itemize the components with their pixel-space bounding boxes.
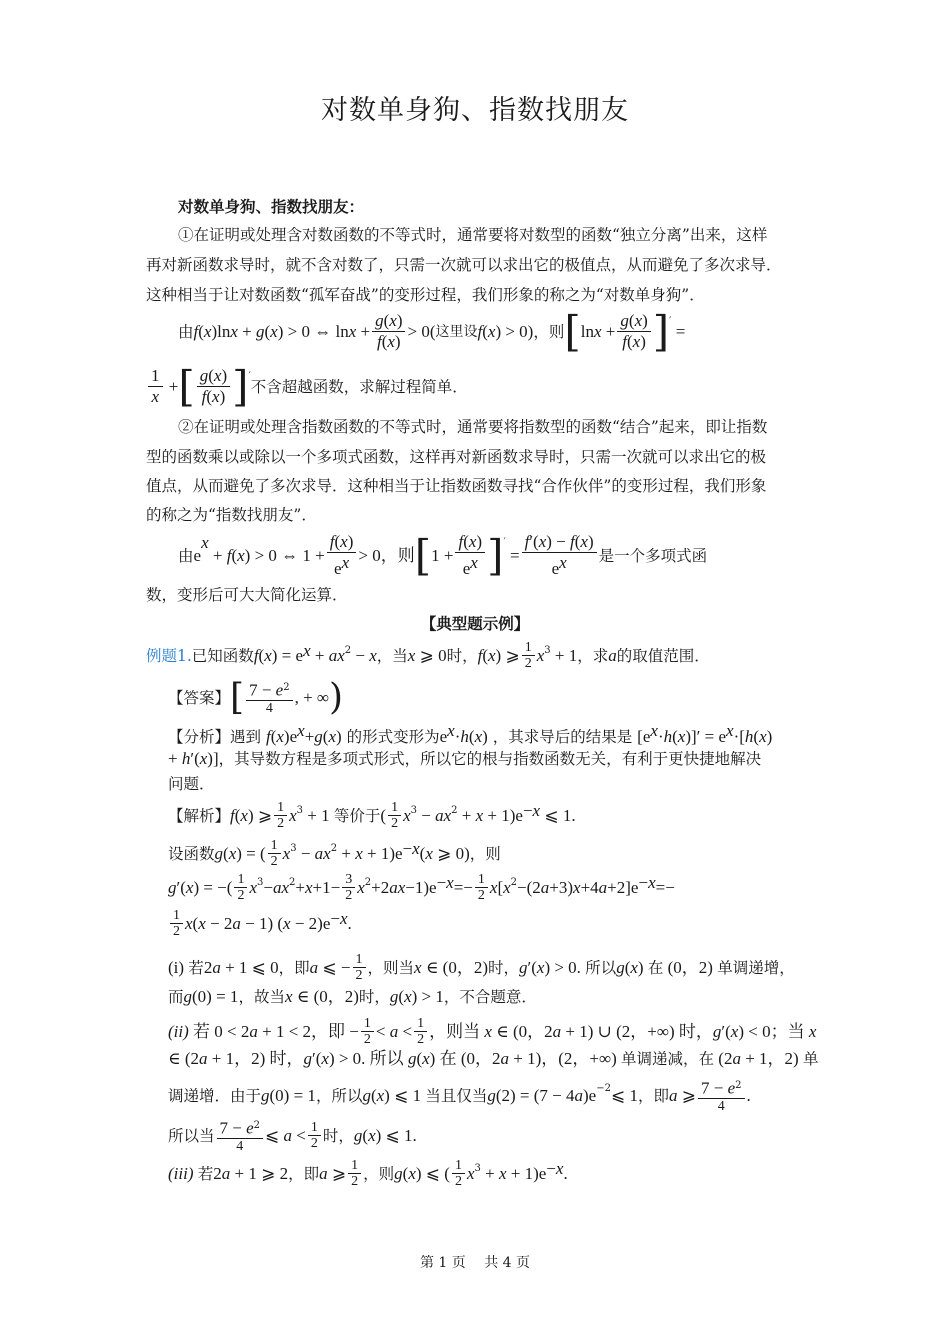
formula-note: 这里设 bbox=[435, 323, 478, 340]
analysis-1c: ，其求导后的结果是 bbox=[492, 728, 633, 747]
intro-heading: 对数单身狗、指数找朋友： bbox=[178, 197, 365, 216]
example-label: 例题1. bbox=[146, 646, 192, 665]
case-ii-3c: 当且仅当 bbox=[425, 1086, 488, 1105]
case-ii-2b: 单 bbox=[802, 1050, 819, 1068]
case-i-1b: ，即 bbox=[278, 958, 310, 977]
analysis-1b: 的形式变形为 bbox=[346, 728, 440, 747]
case-ii-line2: ∈ (2 a + 1，2) 时， g ′( x ) > 0. 所以 g ( x ) 在 (0，2 a + 1)，(2，+∞) 单调递减，在 (2 a + 1，2) 单 bbox=[168, 1049, 819, 1068]
case-i-1c: ，则当 bbox=[367, 958, 415, 977]
case-i-2c: 时， bbox=[358, 988, 390, 1006]
case-i-1a: 若 bbox=[188, 958, 204, 977]
case-iii-b: ，即 bbox=[288, 1164, 320, 1183]
solution-label: 【解析】 bbox=[168, 806, 231, 825]
analysis-line1: 【分析】遇到 $f(x)e^x+g(x)$ 的形式变形为$e^x\cdot h(x)$ ，其求导后的结果是 $[e^x\cdot h(x)]' = e^x\cdot[h(x)$ bbox=[168, 721, 773, 747]
analysis-line2: + h′(x)]，其导数方程是多项式形式，所以它的根与指数函数无关，有利于更快捷地解决 bbox=[168, 749, 762, 768]
solution-line1: 【解析】 f ( x ) ⩾ $\frac{1}{2}$ x $^3$ + 1 等价于 ( $\frac{1}{2}$ x $^3$ − ax $^2$ + x + 1)e −x ⩽ 1. bbox=[168, 800, 576, 831]
case-i-line2: 而 g (0) = 1 ，故当 x ∈ (0，2) 时， g ( x ) > 1 ，不合题意． bbox=[168, 987, 537, 1006]
page-title: 对数单身狗、指数找朋友 bbox=[321, 95, 629, 126]
case-i-2d: ，不合题意． bbox=[443, 988, 537, 1006]
formula-exp-prefix: 由 bbox=[178, 546, 194, 565]
so-when-line: 所以当 $\frac{7 - e^2}{4}$ ⩽ a < $\frac{1}{2}$ 时， g ( x ) ⩽ 1. bbox=[168, 1118, 417, 1154]
formula-exp-line2: 数，变形后可大大简化运算． bbox=[146, 586, 348, 604]
so-time: 时， bbox=[322, 1126, 354, 1145]
derivative-line2: $\frac{1}{2}$ x ( x − 2 a − 1) ( x − 2)e −x . bbox=[168, 908, 352, 939]
case-i-2b: ，故当 bbox=[238, 988, 285, 1006]
case-iii-a: 若 bbox=[197, 1164, 214, 1183]
so-when: 所以当 bbox=[168, 1126, 215, 1145]
example-1: 例题1. 已知函数 f ( x ) = e x + ax $^2$ − x ，当 x ⩾ 0 时， f ( x ) ⩾ $\frac{1}{2}$ x $^3$ + 1 ，求 a 的取值范围． bbox=[146, 640, 710, 671]
para1-line2: 再对新函数求导时，就不含对数了，只需一次就可以求出它的极值点，从而避免了多次求导． bbox=[146, 256, 782, 274]
analysis-2: ，其导数方程是多项式形式，所以它的根与指数函数无关，有利于更快捷地解决 bbox=[218, 750, 762, 768]
formula-log-tail: 不含超越函数，求解过程简单． bbox=[250, 377, 468, 396]
case-iii-line: (iii) 若 2 a + 1 ⩾ 2 ，即 a ⩾ $\frac{1}{2}$ ，则 g ( x ) ⩽ ( $\frac{1}{2}$ x $^3$ + x + 1)e −x . bbox=[168, 1158, 568, 1189]
para2-line1: ②在证明或处理含指数函数的不等式时，通常要将指数型的函数“结合”起来，即让指数 bbox=[178, 418, 768, 436]
para2-line3: 值点，从而避免了多次求导．这种相当于让指数函数寻找“合作伙伴”的变形过程，我们形象 bbox=[146, 477, 767, 495]
formula-log-line1: 由 f ( x )ln x + g ( x ) > 0 ⇔ ln x + $\frac{g(x)}{f(x)}$ > 0( 这里设 f ( x ) > 0) ，则 [ ln x + $\frac{g(x)}{f(x)}$ ] ′ = bbox=[178, 306, 686, 356]
para2-line4: 的称之为“指数找朋友”． bbox=[146, 506, 317, 524]
case-i-1e: 所以 bbox=[585, 958, 617, 977]
case-i-2a: 而 bbox=[168, 988, 184, 1006]
case-iii-c: ，则 bbox=[363, 1164, 395, 1183]
case-ii-line1: (ii) 若 0 < 2 a + 1 < 2，即 − $\frac{1}{2}$ < a < $\frac{1}{2}$ ，则当 x ∈ (0，2 a + 1) ∪ (2，+∞) 时， g ′( x ) < 0；当 x bbox=[168, 1016, 817, 1047]
example-text: 已知函数 bbox=[191, 646, 254, 665]
page-footer: 第 1 页 共 4 页 bbox=[419, 1255, 531, 1271]
example-when: 时， bbox=[446, 646, 478, 665]
formula-exp-tail: 是一个多项式函 bbox=[598, 546, 708, 565]
answer: 【答案】 [ $\frac{7 - e^2}{4}$ , + ∞ ) bbox=[168, 676, 344, 718]
formula-prefix: 由 bbox=[178, 322, 194, 341]
solution-equiv: 等价于 bbox=[333, 806, 381, 825]
case-i-1f: 在 bbox=[647, 958, 664, 977]
formula-then: ，则 bbox=[533, 322, 565, 341]
solution-then: ，则 bbox=[469, 844, 501, 863]
answer-label: 【答案】 bbox=[168, 688, 231, 707]
case-ii-line3: 调递增．由于 g (0) = 1 ，所以 g ( x ) ⩽ 1 当且仅当 g (2) = (7 − 4 a )e $^{-2}$ ⩽ 1 ，即 a ⩾ $\frac{7 - e^2}{4}$ . bbox=[168, 1078, 751, 1114]
solution-line2: 设函数 g ( x ) = ( $\frac{1}{2}$ x $^3$ − ax $^2$ + x + 1)e −x ( x ⩾ 0) ，则 bbox=[168, 838, 501, 869]
para2-line2: 型的函数乘以或除以一个多项式函数，这样再对新函数求导时，只需一次就可以求出它的极 bbox=[146, 448, 767, 466]
para1-line1: ①在证明或处理含对数函数的不等式时，通常要将对数型的函数“独立分离”出来，这样 bbox=[178, 226, 768, 244]
case-ii-3d: ，即 bbox=[637, 1086, 669, 1105]
analysis-label: 【分析】 bbox=[168, 728, 231, 747]
analysis-1a: 遇到 bbox=[230, 728, 262, 747]
example-end: 的取值范围． bbox=[616, 646, 710, 665]
case-i-1g: 单调递增， bbox=[717, 958, 795, 977]
case-i-line1: (i) 若 2 a + 1 ⩽ 0 ，即 a ⩽ − $\frac{1}{2}$ ，则当 x ∈ (0，2) 时， g ′( x ) > 0. 所以 g ( x ) 在 (0，2) 单调递增， bbox=[168, 952, 795, 983]
case-ii-3a: 调递增．由于 bbox=[168, 1086, 262, 1105]
analysis-line3: 问题． bbox=[168, 775, 215, 793]
para1-line3: 这种相当于让对数函数“孤军奋战”的变形过程，我们形象的称之为“对数单身狗”． bbox=[146, 286, 705, 304]
example-cond: ，当 bbox=[376, 646, 408, 665]
formula-log-line2: $\frac{1}{x}$ + [ $\frac{g(x)}{f(x)}$ ] ′ 不含超越函数，求解过程简单． bbox=[146, 366, 468, 407]
case-ii-2: 单调递减，在 bbox=[621, 1050, 715, 1068]
derivative-line1: g ′( x ) = −( $\frac{1}{2}$ x $^3$ − ax $^2$ + x +1− $\frac{3}{2}$ x $^2$ +2 ax −1)e $^{-x}$ =− $\frac{1}{2}$ x [ x $^2$ −(2 a +3) x +4 a +2]e $^{-x}$ =− bbox=[168, 872, 675, 903]
section-heading: 【典型题示例】 bbox=[420, 614, 530, 633]
solution-set: 设函数 bbox=[168, 844, 215, 863]
example-ask: ，求 bbox=[577, 646, 609, 665]
case-i-1d: 时， bbox=[487, 958, 519, 977]
case-ii-3b: ，所以 bbox=[315, 1086, 363, 1105]
formula-exp-line1: 由 e x + f ( x ) > 0 ⇔ 1 + $\frac{f(x)}{e^x}$ > 0，则 [ 1 + $\frac{f(x)}{e^x}$ ] ′ = $\frac{f'(x) - f(x)}{e^x}$ 是一个多项式函 bbox=[178, 530, 708, 580]
